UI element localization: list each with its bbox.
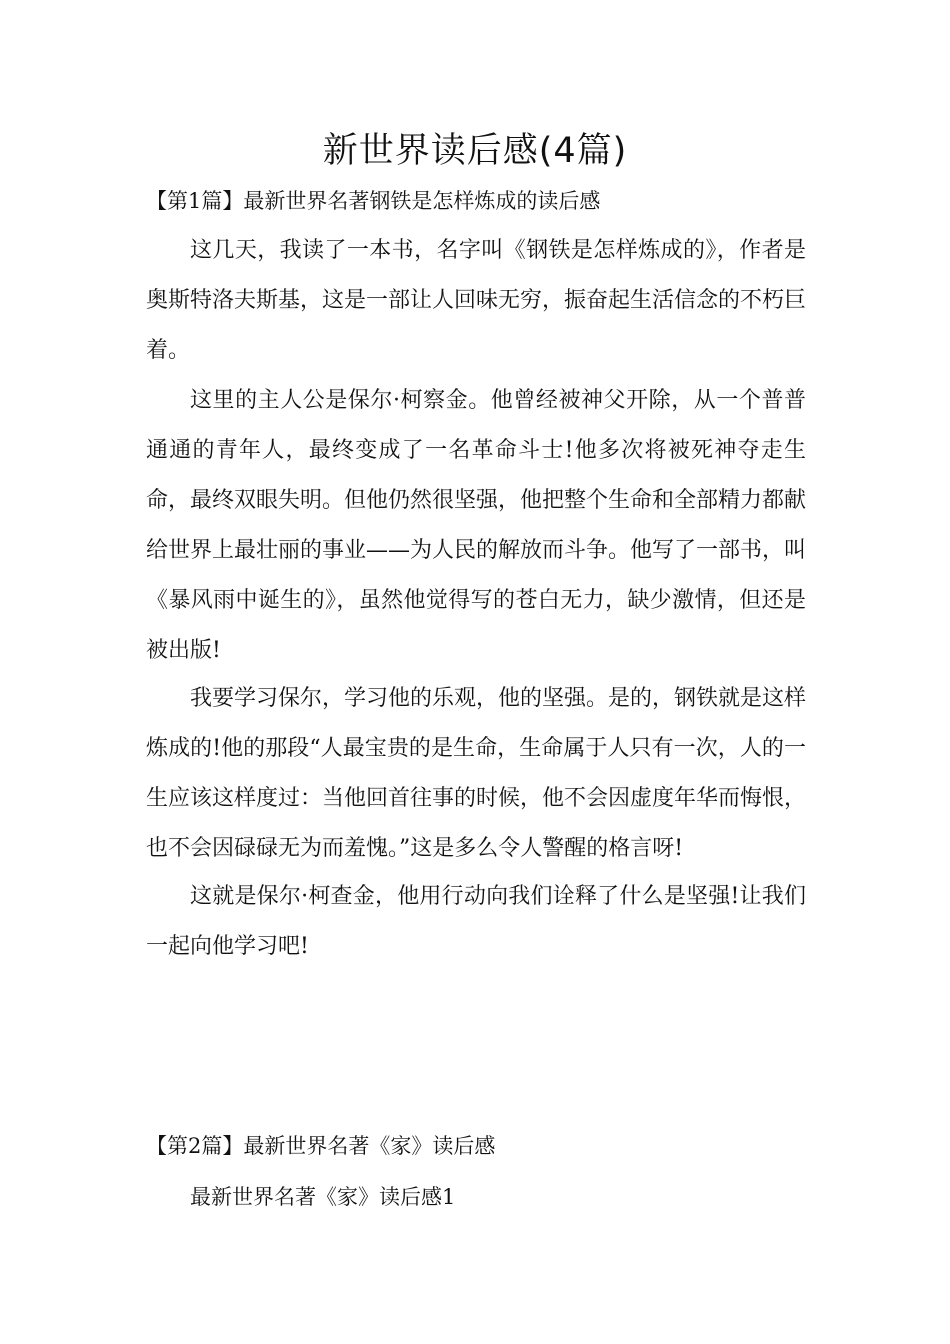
section-2-subheading: 最新世界名著《家》读后感1 (190, 1185, 456, 1209)
section-2-heading: 【第2篇】最新世界名著《家》读后感 (146, 1134, 496, 1158)
document-title: 新世界读后感(4篇) (322, 131, 628, 171)
section-1-paragraph-1: 这几天，我读了一本书，名字叫《钢铁是怎样炼成的》，作者是奥斯特洛夫斯基，这是一部让人回味无穷，振奋起生活信念的不朽巨着。 (146, 238, 807, 363)
section-1-heading: 【第1篇】最新世界名著钢铁是怎样炼成的读后感 (146, 189, 601, 213)
section-1-paragraph-4: 这就是保尔·柯查金，他用行动向我们诠释了什么是坚强!让我们一起向他学习吧! (146, 884, 806, 959)
section-1-paragraph-2: 这里的主人公是保尔·柯察金。他曾经被神父开除，从一个普普通通的青年人，最终变成了一名革命斗士!他多次将被死神夺走生命，最终双眼失明。但他仍然很坚强，他把整个生命和全部精力都献给世界上最壮丽的事业——为人民的解放而斗争。他写了一部书，叫《暴风雨中诞生的》，虽然他觉得写的苍白无力，缺少激情，但还是被出版! (146, 388, 807, 663)
section-1-paragraph-3: 我要学习保尔，学习他的乐观，他的坚强。是的，钢铁就是这样炼成的!他的那段“人最宝贵的是生命，生命属于人只有一次，人的一生应该这样度过：当他回首往事的时候，他不会因虚度年华而悔恨，也不会因碌碌无为而羞愧。”这是多么令人警醒的格言呀! (146, 686, 807, 861)
